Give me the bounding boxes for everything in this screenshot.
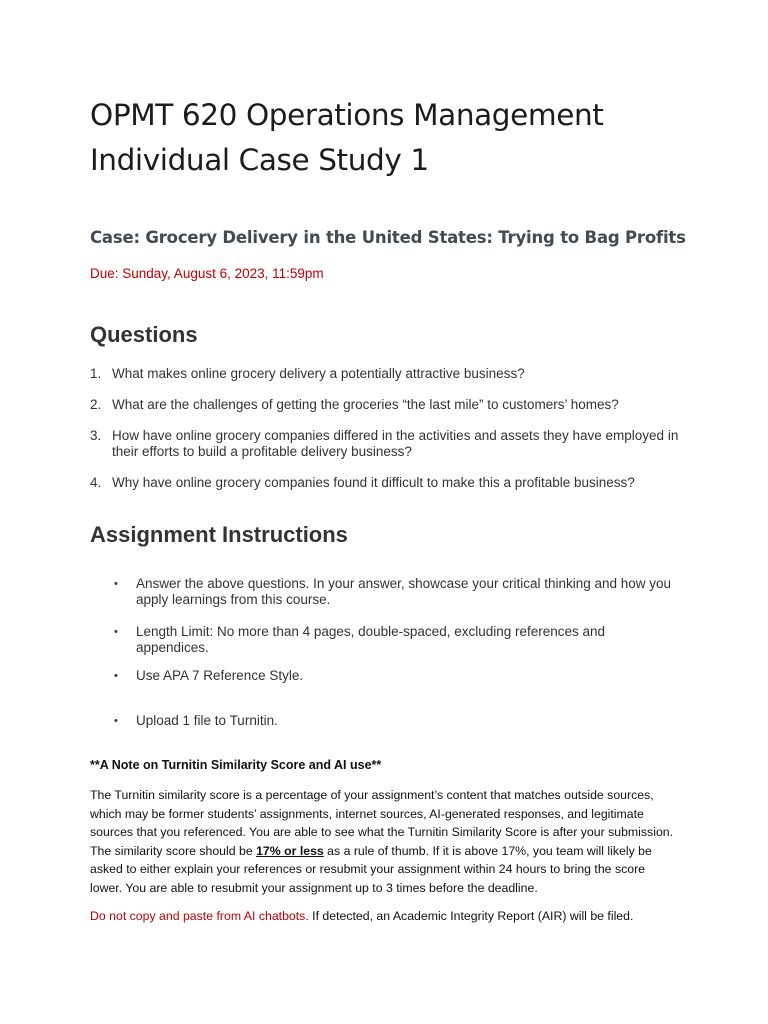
question-text: What are the challenges of getting the groceries “the last mile” to customers’ homes? — [112, 397, 619, 412]
integrity-report-text: If detected, an Academic Integrity Report (AIR) will be filed. — [308, 909, 634, 923]
question-item — [90, 366, 680, 382]
turnitin-note-body — [90, 786, 680, 898]
title-line-1: OPMT 620 Operations Management — [90, 98, 604, 132]
due-date: Due: Sunday, August 6, 2023, 11:59pm — [90, 266, 324, 281]
question-item — [90, 397, 680, 413]
turnitin-note-heading: **A Note on Turnitin Similarity Score and AI use** — [90, 758, 382, 772]
instruction-text: Upload 1 file to Turnitin. — [136, 713, 278, 728]
ai-chatbot-warning: Do not copy and paste from AI chatbots. — [90, 909, 309, 923]
questions-heading: Questions — [90, 322, 198, 347]
question-number: 1. — [90, 366, 102, 381]
question-number: 2. — [90, 397, 102, 412]
question-item — [90, 475, 680, 491]
bullet-icon: • — [114, 578, 118, 590]
instruction-item — [114, 713, 674, 729]
instruction-item — [114, 624, 674, 656]
question-number: 3. — [90, 428, 102, 443]
note-text-part2: as a rule of thumb. If it is above 17%, you team will likely be asked to either explain your references or resubmit your assignment within 24 hours to bring the score lower. You are able to resubmit your assignment up to 3 times before the deadline. — [90, 843, 652, 895]
instruction-text: Length Limit: No more than 4 pages, double-spaced, excluding references and appendices. — [136, 624, 606, 655]
document-title — [90, 93, 710, 183]
assignment-instructions-heading: Assignment Instructions — [90, 522, 348, 547]
bullet-icon: • — [114, 626, 118, 638]
instruction-text: Answer the above questions. In your answer, showcase your critical thinking and how you apply learnings from this course. — [136, 576, 672, 607]
question-item — [90, 428, 680, 460]
similarity-threshold: 17% or less — [256, 843, 324, 858]
bullet-icon: • — [114, 670, 118, 682]
note-text-part1: The Turnitin similarity score is a percentage of your assignment’s content that matches outside sources, which may be former students’ assignments, internet sources, AI-generated responses, and legitimate sources that you referenced. You are able to see what the Turnitin Similarity Score is after your submission. The similarity score should be — [90, 788, 674, 858]
bullet-icon: • — [114, 715, 118, 727]
academic-integrity-warning — [90, 909, 710, 923]
instruction-item — [114, 576, 674, 608]
question-text: How have online grocery companies differed in the activities and assets they have employed in their efforts to build a profitable delivery business? — [112, 428, 679, 459]
instruction-item — [114, 668, 674, 684]
question-text: Why have online grocery companies found it difficult to make this a profitable business? — [112, 475, 635, 490]
title-line-2: Individual Case Study 1 — [90, 143, 429, 177]
instruction-text: Use APA 7 Reference Style. — [136, 668, 304, 683]
question-text: What makes online grocery delivery a potentially attractive business? — [112, 366, 525, 381]
question-number: 4. — [90, 475, 102, 490]
case-title: Case: Grocery Delivery in the United States: Trying to Bag Profits — [90, 228, 686, 247]
